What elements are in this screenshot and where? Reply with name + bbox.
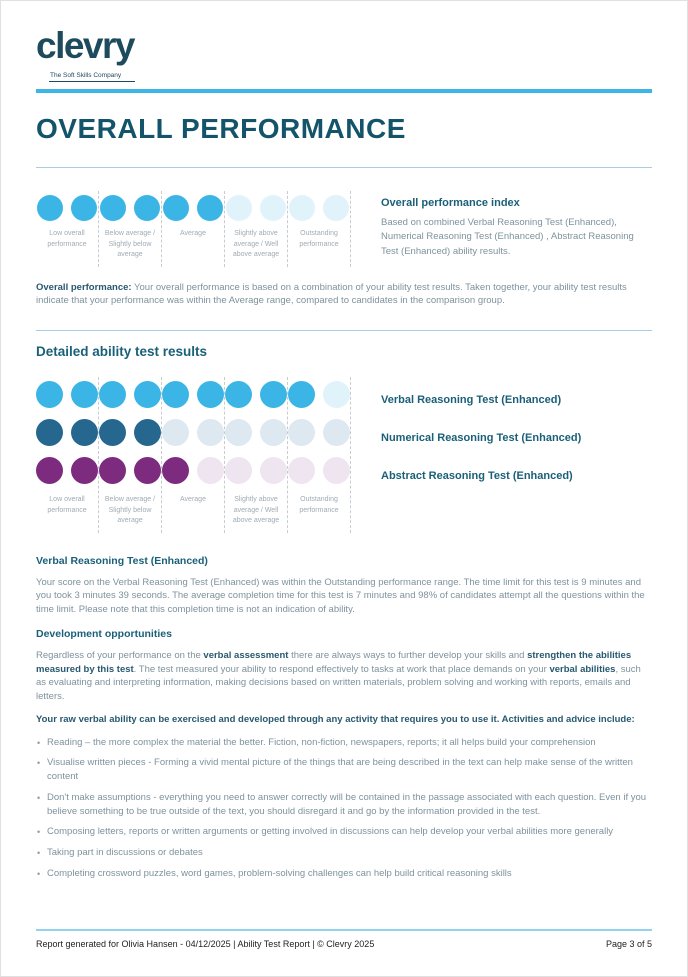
score-dot-row	[99, 457, 161, 484]
bullet-item: • Composing letters, reports or written arguments or getting involved in discussions can help develop your verbal abilities more generally	[36, 825, 652, 839]
bullet-item: • Don't make assumptions - everything you need to answer correctly will be contained in the passage associated with each question. Even if you believe something to be true outside of the text, you should disregard it and go by the information provided in the test.	[36, 791, 652, 819]
header-logo	[36, 1, 652, 82]
scale-band	[99, 191, 162, 267]
activities-paragraph: Your raw verbal ability can be exercised and developed through any activity that requires you to use it. Activities and advice include:	[36, 713, 635, 725]
score-dot-filled	[99, 419, 126, 446]
overall-index-description: Based on combined Verbal Reasoning Test (Enhanced), Numerical Reasoning Test (Enhanced) , Abstract Reasoning Test (Enhanced) ability results.	[381, 217, 634, 257]
score-dot-row	[162, 381, 224, 408]
score-dot-row	[99, 419, 161, 446]
overall-index-panel	[381, 191, 652, 267]
development-text: there are always ways to further develop your skills and	[288, 649, 528, 661]
score-dot-empty	[323, 457, 350, 484]
score-dot-filled	[260, 381, 287, 408]
development-bold: verbal abilities	[549, 663, 616, 675]
score-dot-row	[289, 195, 349, 221]
score-dot-filled	[134, 419, 161, 446]
score-dot-filled	[71, 381, 98, 408]
development-heading: Development opportunities	[36, 627, 172, 640]
scale-label: Low overall performance	[47, 230, 87, 248]
development-text: . The test measured your ability to respond effectively to tasks at work that place demands on your	[133, 663, 550, 675]
development-bold: verbal assessment	[203, 649, 289, 661]
score-dot-filled	[197, 381, 224, 408]
score-dot-filled	[134, 457, 161, 484]
scale-label: Average	[180, 230, 206, 237]
test-labels	[381, 377, 581, 533]
score-dot-filled	[36, 419, 63, 446]
test-label: Abstract Reasoning Test (Enhanced)	[381, 470, 573, 483]
score-dot-filled	[134, 195, 160, 221]
score-dot-row	[226, 195, 286, 221]
scale-label: Below average / Slightly below average	[104, 230, 156, 258]
logo-tagline: The Soft Skills Company	[49, 70, 135, 82]
overall-summary	[36, 281, 652, 309]
score-dot-empty	[260, 457, 287, 484]
scale-label: Below average / Slightly below average	[104, 496, 156, 525]
score-dot-row	[225, 381, 287, 408]
development-paragraph	[36, 649, 652, 704]
score-dot-filled	[288, 381, 315, 408]
page-footer	[36, 929, 652, 949]
score-dot-row	[288, 457, 350, 484]
scale-band	[288, 377, 351, 533]
score-dot-empty	[225, 419, 252, 446]
score-dot-row	[288, 381, 350, 408]
score-dot-filled	[163, 195, 189, 221]
score-dot-row	[36, 457, 98, 484]
overall-summary-text: Your overall performance is based on a combination of your ability test results. Taken together, your ability test results indicate that your performance was within the Average range, compared to candidates in the comparison group.	[36, 281, 627, 307]
score-dot-empty	[260, 419, 287, 446]
scale-band	[99, 377, 162, 533]
score-dot-row	[36, 381, 98, 408]
detailed-results-section	[36, 377, 652, 533]
bullet-item: • Taking part in discussions or debates	[36, 846, 652, 860]
brand-wordmark: clevry	[36, 25, 134, 66]
bullet-item: • Visualise written pieces - Forming a vivid mental picture of the things that are being described in the text can help make sense of the written content	[36, 756, 652, 784]
score-dot-row	[225, 457, 287, 484]
scale-band	[162, 377, 225, 533]
scale-band	[225, 377, 288, 533]
score-dot-row	[99, 381, 161, 408]
overall-index-heading: Overall performance index	[381, 197, 520, 209]
score-dot-row	[100, 195, 160, 221]
score-dot-empty	[162, 419, 189, 446]
score-dot-filled	[100, 195, 126, 221]
section-divider	[36, 167, 652, 168]
score-dot-empty	[288, 419, 315, 446]
development-text: , such as evaluating and interpreting information, making decisions based on written materials, problem solving and working with reports, emails and letters.	[36, 663, 641, 703]
score-dot-filled	[99, 457, 126, 484]
score-dot-filled	[99, 381, 126, 408]
score-dot-empty	[323, 381, 350, 408]
score-dot-filled	[225, 381, 252, 408]
development-bold: strengthen the abilities measured by this test	[36, 649, 632, 675]
bullet-item: • Reading – the more complex the material the better. Fiction, non-fiction, newspapers, reports; it all helps build your comprehension	[36, 736, 652, 750]
scale-band	[36, 191, 99, 267]
scale-label: Low overall performance	[47, 496, 87, 514]
score-dot-row	[162, 419, 224, 446]
score-dot-empty	[289, 195, 315, 221]
score-dot-filled	[37, 195, 63, 221]
overall-performance-section	[36, 191, 652, 267]
test-label: Numerical Reasoning Test (Enhanced)	[381, 432, 582, 445]
scale-label: Outstanding performance	[299, 230, 339, 248]
score-dot-filled	[197, 195, 223, 221]
score-dot-row	[37, 195, 97, 221]
score-dot-filled	[71, 457, 98, 484]
score-dot-empty	[197, 419, 224, 446]
verbal-section-heading: Verbal Reasoning Test (Enhanced)	[36, 554, 208, 567]
footer-divider	[36, 929, 652, 931]
score-dot-filled	[134, 381, 161, 408]
section-divider	[36, 330, 652, 331]
score-dot-row	[225, 419, 287, 446]
score-dot-empty	[225, 457, 252, 484]
score-dot-empty	[226, 195, 252, 221]
page-number: Page 3 of 5	[605, 939, 652, 949]
scale-label: Slightly above average / Well above average	[232, 496, 280, 525]
score-dot-row	[36, 419, 98, 446]
bullet-list	[36, 736, 652, 881]
score-dot-filled	[36, 457, 63, 484]
scale-band	[288, 191, 351, 267]
score-dot-empty	[323, 195, 349, 221]
scale-band	[225, 191, 288, 267]
score-dot-filled	[71, 195, 97, 221]
footer-text: Report generated for Olivia Hansen - 04/12/2025 | Ability Test Report | © Clevry 2025	[36, 939, 375, 949]
bullet-item: • Completing crossword puzzles, word games, problem-solving challenges can help build critical reasoning skills	[36, 867, 652, 881]
score-dot-empty	[260, 195, 286, 221]
detailed-results-heading: Detailed ability test results	[36, 344, 208, 360]
scale-label: Slightly above average / Well above average	[232, 230, 280, 258]
page-title: OVERALL PERFORMANCE	[36, 113, 406, 144]
score-dot-row	[162, 457, 224, 484]
score-dot-filled	[162, 457, 189, 484]
score-dot-filled	[162, 381, 189, 408]
header-accent-bar	[36, 89, 652, 93]
scale-label: Average	[180, 496, 206, 504]
score-dot-empty	[323, 419, 350, 446]
detailed-results-scale	[36, 377, 351, 533]
overall-summary-label: Overall performance:	[36, 281, 132, 293]
overall-performance-scale	[36, 191, 351, 267]
scale-band	[162, 191, 225, 267]
score-dot-filled	[71, 419, 98, 446]
verbal-section-body: Your score on the Verbal Reasoning Test (Enhanced) was within the Outstanding performance range. The time limit for this test is 9 minutes and you took 3 minutes 39 seconds. The average completion time for this test is 7 minutes and 98% of candidates attempt all the questions within the time limit. Please note that this completion time is not an indication of ability.	[36, 576, 645, 616]
score-dot-empty	[197, 457, 224, 484]
scale-band	[36, 377, 99, 533]
score-dot-row	[288, 419, 350, 446]
score-dot-row	[163, 195, 223, 221]
scale-label: Outstanding performance	[299, 496, 339, 514]
score-dot-empty	[288, 457, 315, 484]
test-label: Verbal Reasoning Test (Enhanced)	[381, 394, 562, 407]
score-dot-filled	[36, 381, 63, 408]
development-text: Regardless of your performance on the	[36, 649, 204, 661]
